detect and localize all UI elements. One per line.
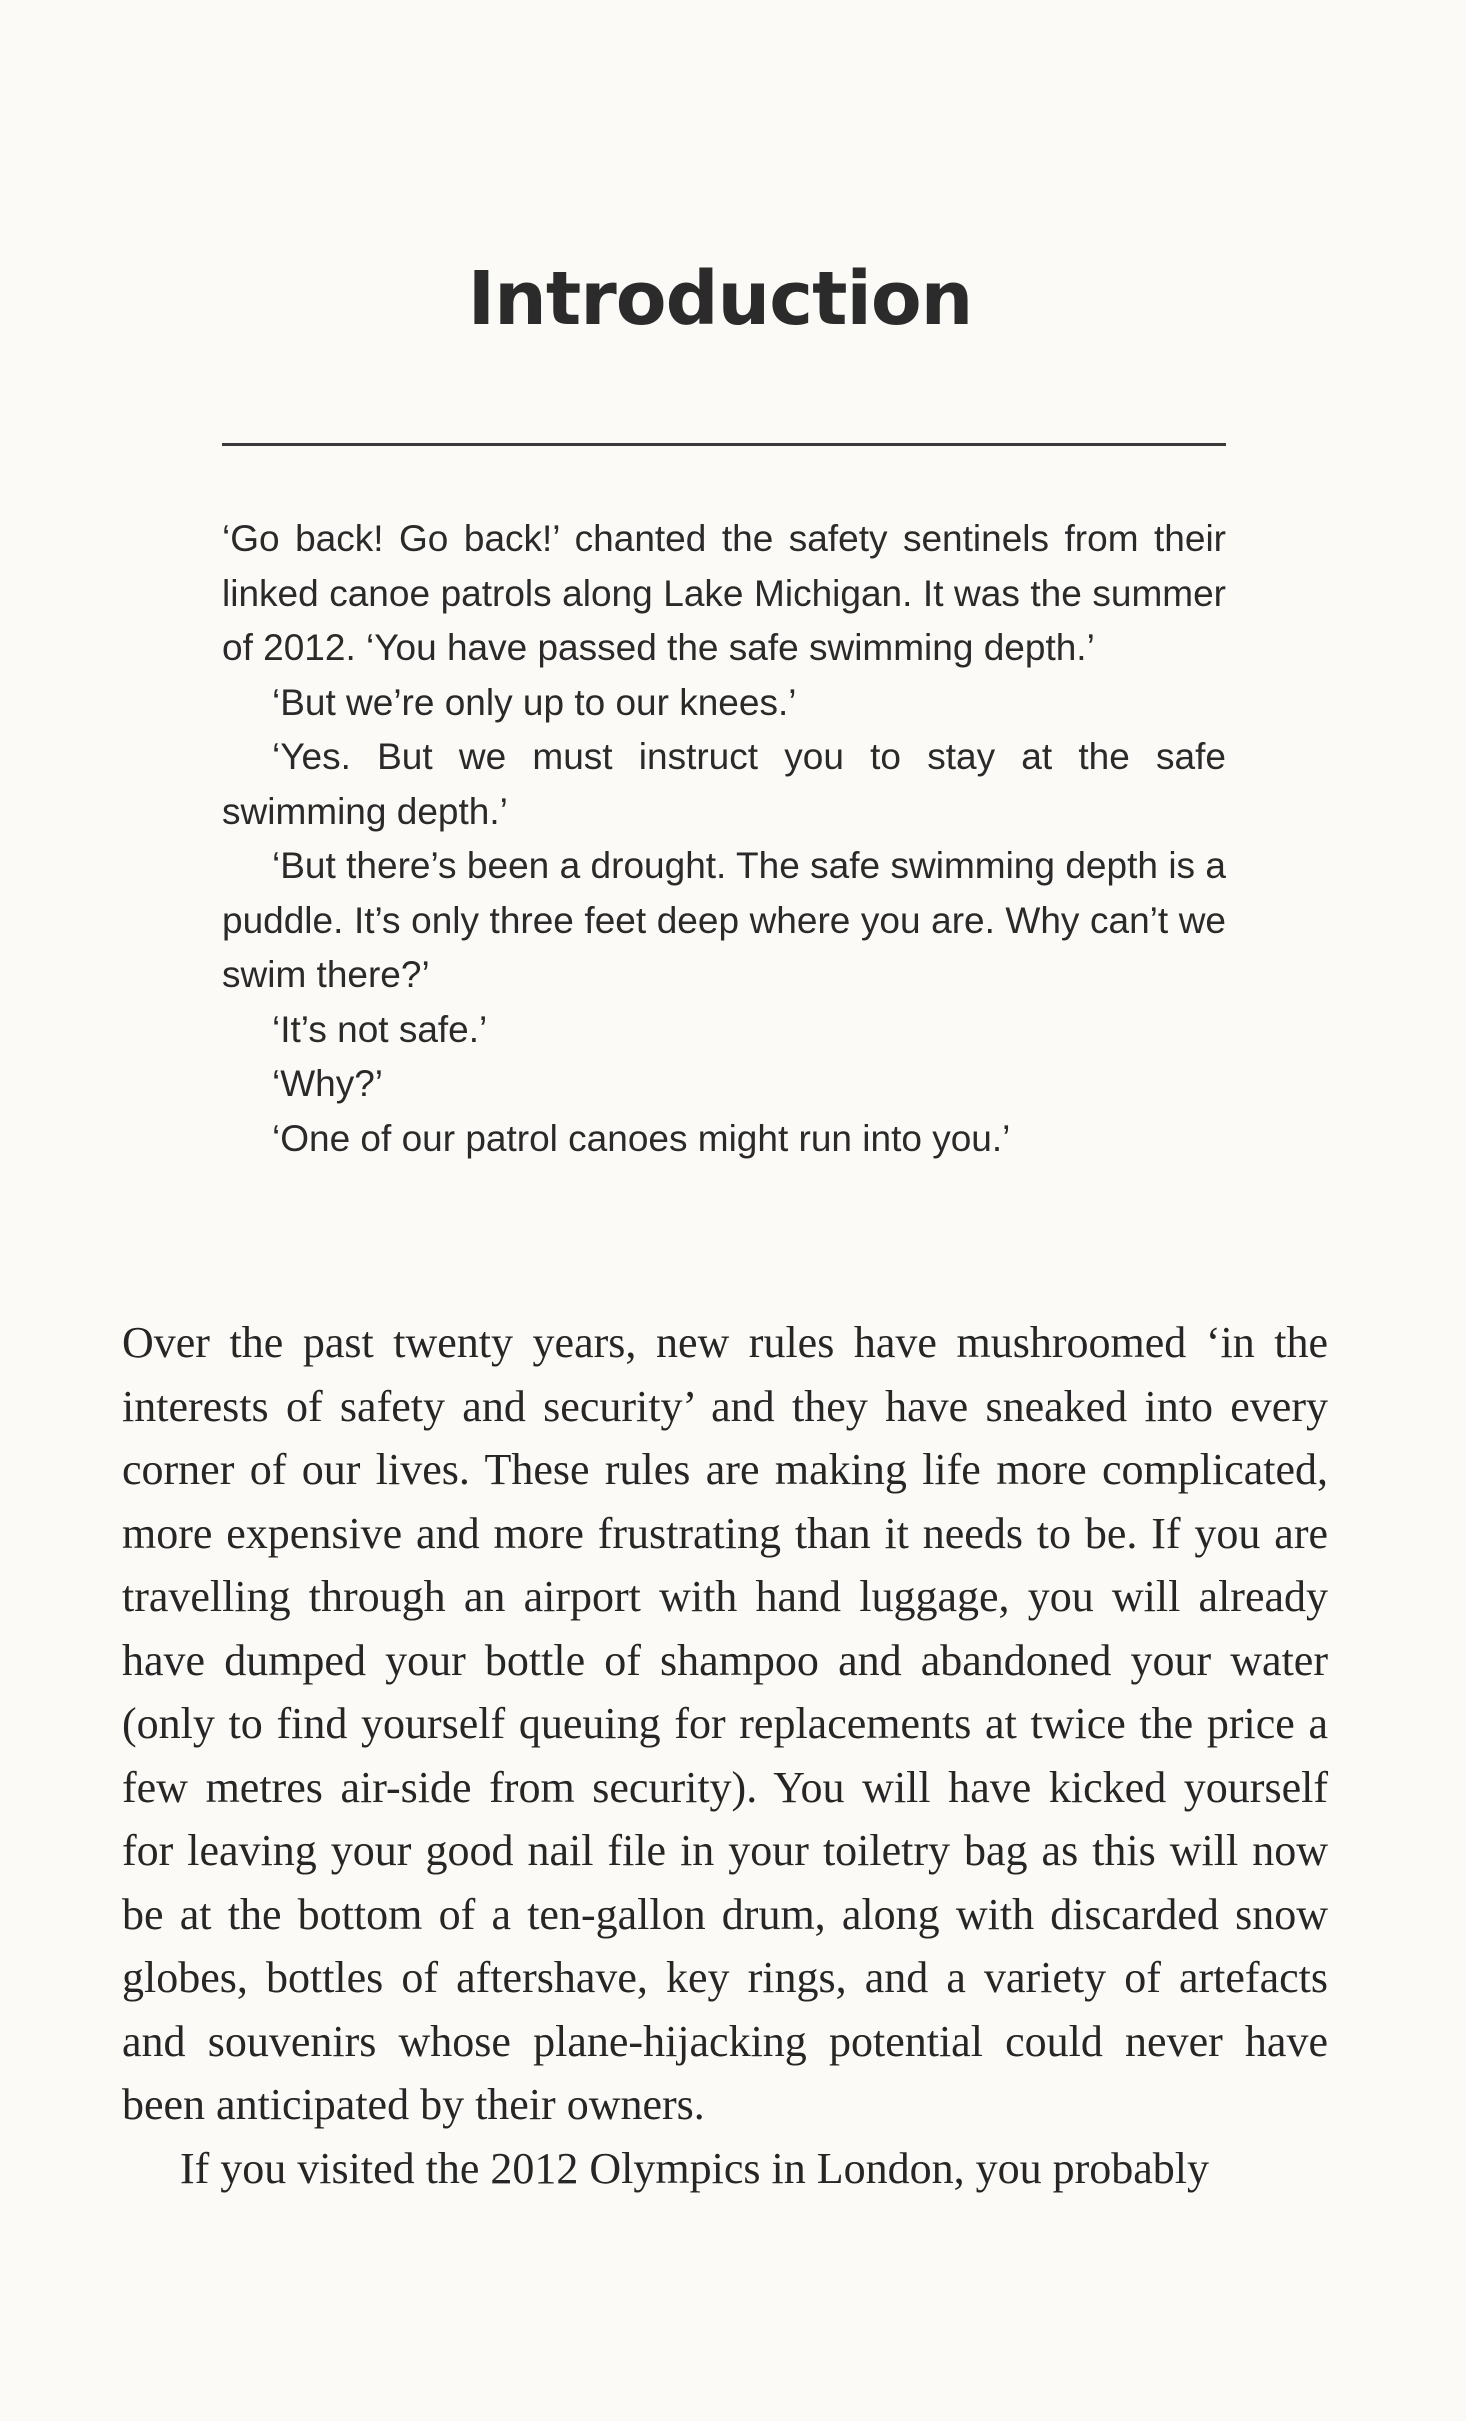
body-text	[122, 1311, 1328, 2200]
epigraph-paragraph: ‘One of our patrol canoes might run into you.’	[272, 1117, 1011, 1159]
epigraph-paragraph: ‘But there’s been a drought. The safe swimming depth is a puddle. It’s only three feet deep where you are. Why can’t we swim there?’	[222, 845, 1226, 995]
epigraph-paragraph: ‘Why?’	[272, 1063, 384, 1104]
chapter-title: Introduction	[467, 256, 973, 342]
body-paragraph: If you visited the 2012 Olympics in London, you probably	[180, 2143, 1209, 2193]
epigraph-paragraph: ‘Go back! Go back!’ chanted the safety sentinels from their linked canoe patrols along Lake Michigan. It was the summer of 2012. ‘You have passed the safe swimming depth.’	[222, 518, 1226, 668]
title-divider	[222, 443, 1226, 446]
epigraph-paragraph: ‘Yes. But we must instruct you to stay at the safe swimming depth.’	[222, 736, 1226, 832]
epigraph	[222, 512, 1226, 1166]
body-paragraph: Over the past twenty years, new rules have mushroomed ‘in the interests of safety and security’ and they have sneaked into every corner of our lives. These rules are making life more complicated, more expensive and more frustrating than it needs to be. If you are travelling through an airport with hand luggage, you will already have dumped your bottle of shampoo and abandoned your water (only to find yourself queuing for replacements at twice the price a few metres air-side from security). You will have kicked yourself for leaving your good nail file in your toiletry bag as this will now be at the bottom of a ten-gallon drum, along with discarded snow globes, bottles of aftershave, key rings, and a variety of artefacts and souvenirs whose plane-hijacking potential could never have been anticipated by their owners.	[122, 1318, 1328, 2129]
epigraph-paragraph: ‘It’s not safe.’	[272, 1008, 488, 1050]
epigraph-paragraph: ‘But we’re only up to our knees.’	[272, 681, 797, 723]
